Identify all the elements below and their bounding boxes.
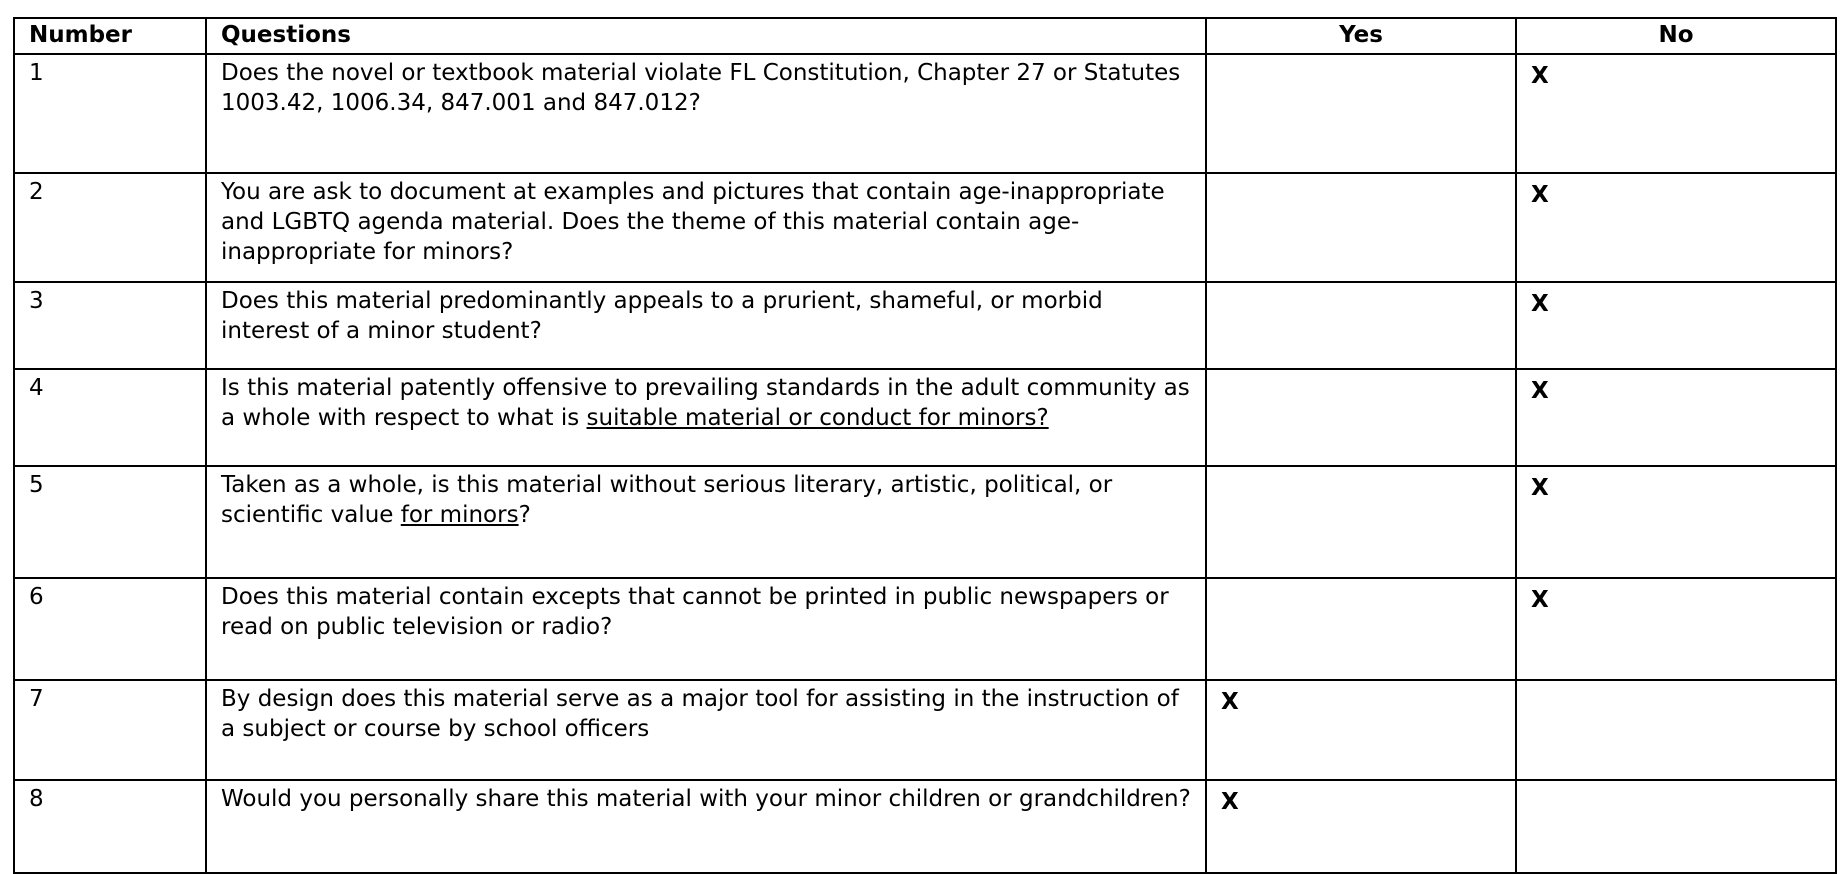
question-text bbox=[206, 54, 1206, 173]
question-segment: Taken as a whole, is this material without serious literary, artistic, political, or scientific value bbox=[221, 472, 1113, 528]
row-number: 3 bbox=[14, 282, 206, 369]
table-row bbox=[14, 780, 1836, 873]
question-segment: Is this material patently offensive to prevailing standards in the adult community as a whole with respect to what is bbox=[221, 375, 1190, 431]
question-text bbox=[206, 369, 1206, 466]
row-number: 7 bbox=[14, 680, 206, 780]
yes-mark bbox=[1206, 54, 1516, 173]
question-segment: You are ask to document at examples and pictures that contain age-inappropriate and LGBTQ agenda material. Does the theme of this material contain age-inappropriate for minors? bbox=[221, 179, 1165, 265]
question-segment: Does this material predominantly appeals to a prurient, shameful, or morbid interest of a minor student? bbox=[221, 288, 1103, 344]
row-number: 2 bbox=[14, 173, 206, 282]
question-segment: Does the novel or textbook material violate FL Constitution, Chapter 27 or Statutes 1003.42, 1006.34, 847.001 and 847.012? bbox=[221, 60, 1181, 116]
header-number: Number bbox=[14, 18, 206, 54]
question-segment: By design does this material serve as a major tool for assisting in the instruction of a subject or course by school officers bbox=[221, 686, 1179, 742]
yes-mark: X bbox=[1206, 780, 1516, 873]
no-mark: X bbox=[1516, 466, 1836, 578]
row-number: 8 bbox=[14, 780, 206, 873]
no-mark: X bbox=[1516, 282, 1836, 369]
table-row bbox=[14, 173, 1836, 282]
header-yes: Yes bbox=[1206, 18, 1516, 54]
question-text bbox=[206, 680, 1206, 780]
table-row bbox=[14, 54, 1836, 173]
questionnaire-table bbox=[13, 17, 1837, 874]
no-mark: X bbox=[1516, 173, 1836, 282]
yes-mark bbox=[1206, 173, 1516, 282]
table-row bbox=[14, 466, 1836, 578]
question-text bbox=[206, 466, 1206, 578]
yes-mark: X bbox=[1206, 680, 1516, 780]
no-mark: X bbox=[1516, 578, 1836, 680]
header-questions: Questions bbox=[206, 18, 1206, 54]
table-row bbox=[14, 680, 1836, 780]
no-mark: X bbox=[1516, 369, 1836, 466]
table-row bbox=[14, 578, 1836, 680]
header-no: No bbox=[1516, 18, 1836, 54]
table-row bbox=[14, 282, 1836, 369]
question-underlined-segment: for minors bbox=[400, 502, 519, 528]
question-underlined-segment: suitable material or conduct for minors? bbox=[586, 405, 1049, 431]
no-mark: X bbox=[1516, 54, 1836, 173]
yes-mark bbox=[1206, 466, 1516, 578]
question-text bbox=[206, 578, 1206, 680]
question-text bbox=[206, 173, 1206, 282]
header-row bbox=[14, 18, 1836, 54]
yes-mark bbox=[1206, 578, 1516, 680]
yes-mark bbox=[1206, 369, 1516, 466]
question-text bbox=[206, 282, 1206, 369]
yes-mark bbox=[1206, 282, 1516, 369]
no-mark bbox=[1516, 780, 1836, 873]
row-number: 6 bbox=[14, 578, 206, 680]
question-segment: ? bbox=[518, 502, 531, 528]
no-mark bbox=[1516, 680, 1836, 780]
row-number: 1 bbox=[14, 54, 206, 173]
row-number: 4 bbox=[14, 369, 206, 466]
question-segment: Does this material contain excepts that cannot be printed in public newspapers or read on public television or radio? bbox=[221, 584, 1169, 640]
question-text bbox=[206, 780, 1206, 873]
row-number: 5 bbox=[14, 466, 206, 578]
table-row bbox=[14, 369, 1836, 466]
question-segment: Would you personally share this material with your minor children or grandchildren? bbox=[221, 786, 1191, 812]
